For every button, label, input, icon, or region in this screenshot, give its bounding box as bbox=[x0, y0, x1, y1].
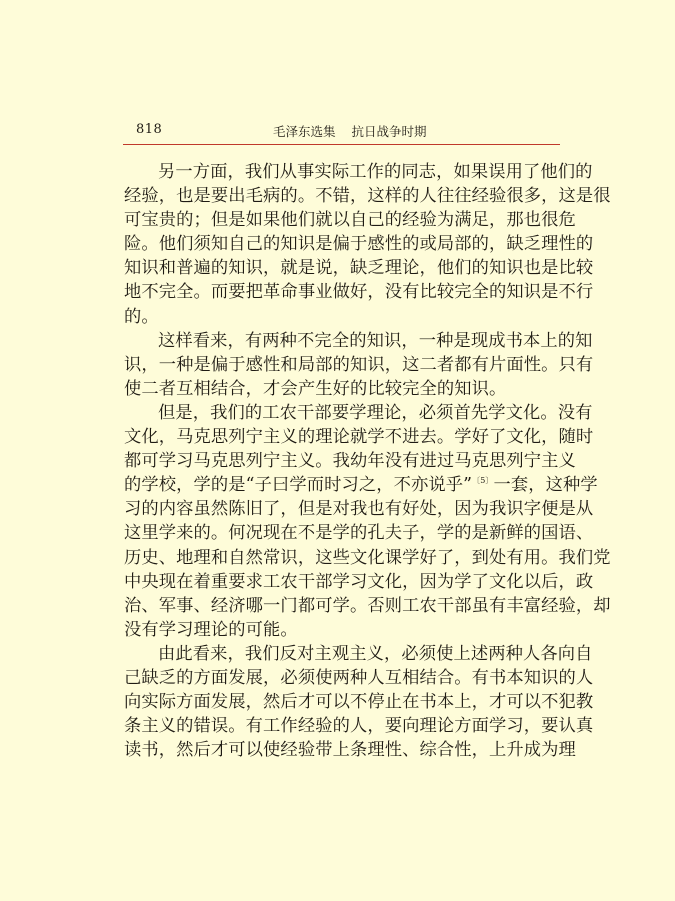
paragraph-3-line-2: 文化，马克思列宁主义的理论就学不进去。学好了文化，随时 bbox=[124, 427, 594, 448]
paragraph-3-line-7: 历史、地理和自然常识，这些文化课学好了，到处有用。我们党 bbox=[124, 547, 611, 568]
paragraph-1-line-5: 知识和普遍的知识，就是说，缺乏理论，他们的知识也是比较 bbox=[124, 258, 594, 279]
paragraph-3-line-9: 治、军事、经济哪一门都可学。否则工农干部虽有丰富经验，却 bbox=[124, 595, 611, 616]
running-title bbox=[273, 122, 427, 140]
running-header bbox=[123, 118, 560, 145]
paragraph-1-line-1: 另一方面，我们从事实际工作的同志，如果误用了他们的 bbox=[158, 162, 593, 182]
paragraph-4-line-1: 由此看来，我们反对主观主义，必须使上述两种人各向自 bbox=[158, 643, 593, 664]
paragraph-3-line-8: 中央现在着重要求工农干部学习文化，因为学了文化以后，政 bbox=[124, 571, 594, 592]
paragraph-4-line-5: 读书，然后才可以使经验带上条理性、综合性，上升成为理 bbox=[124, 740, 576, 761]
footnote-marker[interactable]: 〔5〕 bbox=[472, 476, 494, 486]
paragraph-2-line-1: 这样看来，有两种不完全的知识，一种是现成书本上的知 bbox=[158, 330, 593, 351]
line-text-after-note: 一套，这种学 bbox=[493, 475, 598, 496]
page-number: 818 bbox=[136, 122, 163, 137]
paragraph-3-line-4 bbox=[124, 473, 598, 497]
paragraph-1-line-2: 经验，也是要出毛病的。不错，这样的人往往经验很多，这是很 bbox=[124, 186, 611, 207]
book-title: 毛泽东选集 bbox=[273, 124, 336, 139]
paragraph-4-line-2: 己缺乏的方面发展，必须使两种人互相结合。有书本知识的人 bbox=[124, 667, 594, 688]
paragraph-1-line-4: 险。他们须知自己的知识是偏于感性的或局部的，缺乏理性的 bbox=[124, 234, 594, 255]
section-title: 抗日战争时期 bbox=[351, 124, 427, 139]
paragraph-3-line-10: 没有学习理论的可能。 bbox=[124, 619, 298, 640]
paragraph-2-line-3: 使二者互相结合，才会产生好的比较完全的知识。 bbox=[124, 378, 507, 399]
paragraph-1-line-3: 可宝贵的；但是如果他们就以自己的经验为满足，那也很危 bbox=[124, 210, 576, 231]
paragraph-3-line-3: 都可学习马克思列宁主义。我幼年没有进过马克思列宁主义 bbox=[124, 451, 576, 472]
paragraph-4-line-3: 向实际方面发展，然后才可以不停止在书本上，才可以不犯教 bbox=[124, 692, 594, 713]
paragraph-3-line-5: 习的内容虽然陈旧了，但是对我也有好处，因为我识字便是从 bbox=[124, 499, 594, 520]
paragraph-4-line-4: 条主义的错误。有工作经验的人，要向理论方面学习，要认真 bbox=[124, 716, 594, 737]
line-text-before-note: 的学校，学的是“子曰学而时习之，不亦说乎” bbox=[124, 475, 473, 496]
paragraph-1-line-6: 地不完全。而要把革命事业做好，没有比较完全的知识是不行 bbox=[124, 282, 594, 303]
paragraph-3-line-1: 但是，我们的工农干部要学理论，必须首先学文化。没有 bbox=[158, 402, 593, 423]
paragraph-2-line-2: 识，一种是偏于感性和局部的知识，这二者都有片面性。只有 bbox=[124, 354, 594, 375]
body-text bbox=[124, 160, 611, 762]
paragraph-1-line-7: 的。 bbox=[124, 306, 159, 327]
paragraph-3-line-6: 这里学来的。何况现在不是学的孔夫子，学的是新鲜的国语、 bbox=[124, 523, 594, 544]
